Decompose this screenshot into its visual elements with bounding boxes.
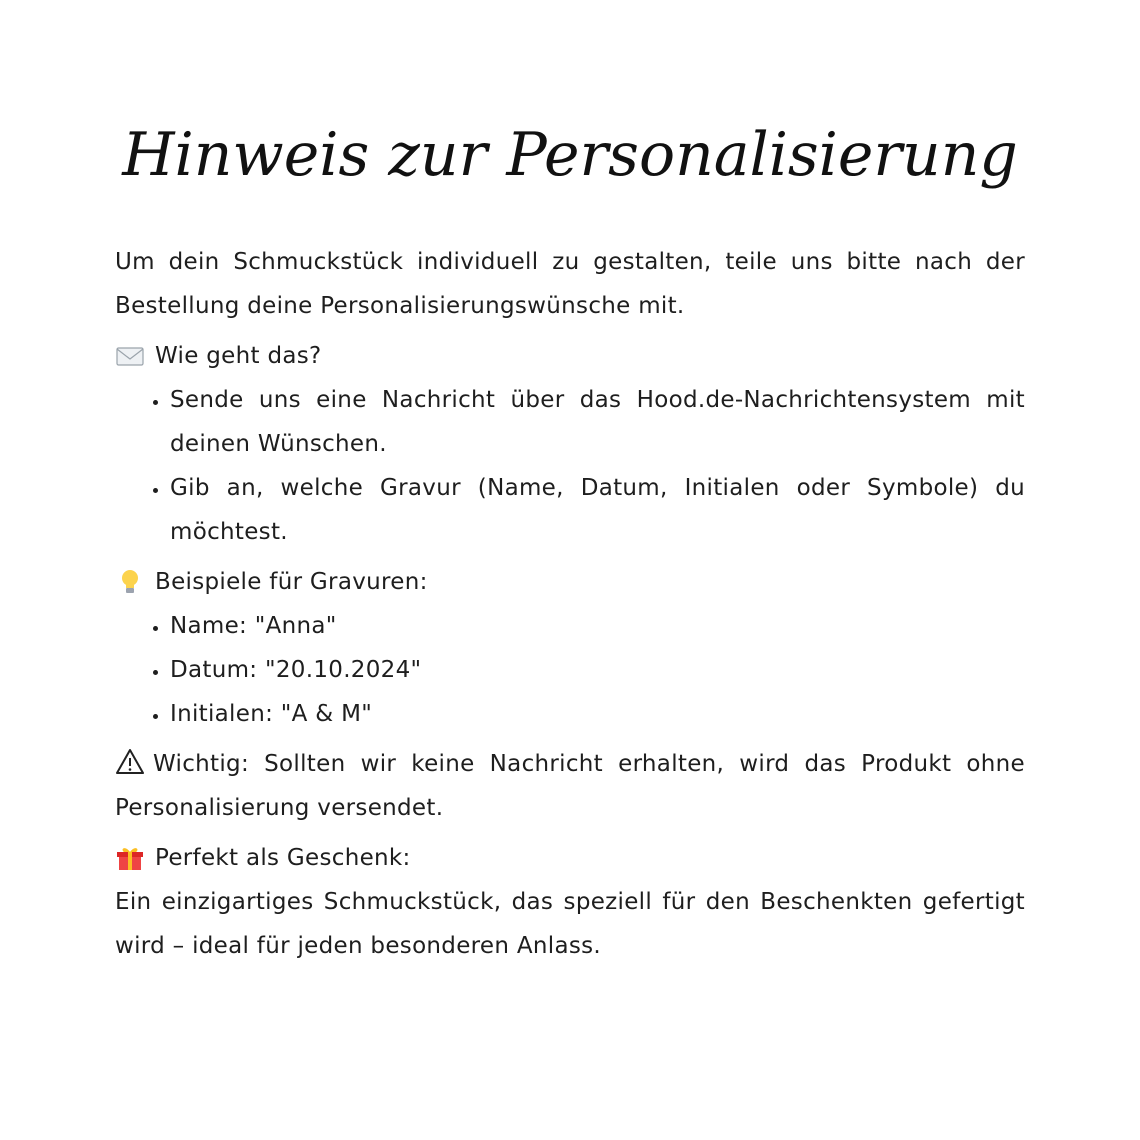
gift-text: Ein einzigartiges Schmuckstück, das speziell für den Beschenkten gefertigt wird – ideal für jeden besonderen Anlass. (115, 889, 1025, 959)
warning-icon (115, 747, 145, 777)
gift-icon (115, 843, 145, 873)
how-heading-row (115, 334, 1025, 378)
list-item: • Datum: "20.10.2024" (170, 648, 1025, 692)
important-block (115, 742, 1025, 830)
how-list (115, 378, 1025, 554)
envelope-icon (115, 341, 145, 371)
content (115, 240, 1025, 968)
list-item: • Sende uns eine Nachricht über das Hood.de-Nachrichtensystem mit deinen Wünschen. (170, 378, 1025, 466)
how-heading: Wie geht das? (155, 343, 322, 369)
intro-text: Um dein Schmuckstück individuell zu gestalten, teile uns bitte nach der Bestellung deine Personalisierungswünsche mit. (115, 249, 1025, 319)
gift-heading: Perfekt als Geschenk: (155, 845, 411, 871)
list-item: • Initialen: "A & M" (170, 692, 1025, 736)
gift-heading-row (115, 836, 1025, 880)
important-text: Wichtig: Sollten wir keine Nachricht erhalten, wird das Produkt ohne Personalisierung versendet. (115, 751, 1025, 821)
list-item: • Name: "Anna" (170, 604, 1025, 648)
examples-list (115, 604, 1025, 736)
page-title: Hinweis zur Personalisierung (122, 120, 1018, 190)
list-item: • Gib an, welche Gravur (Name, Datum, Initialen oder Symbole) du möchtest. (170, 466, 1025, 554)
examples-heading-row (115, 560, 1025, 604)
examples-heading: Beispiele für Gravuren: (155, 569, 428, 595)
lightbulb-icon (115, 567, 145, 597)
